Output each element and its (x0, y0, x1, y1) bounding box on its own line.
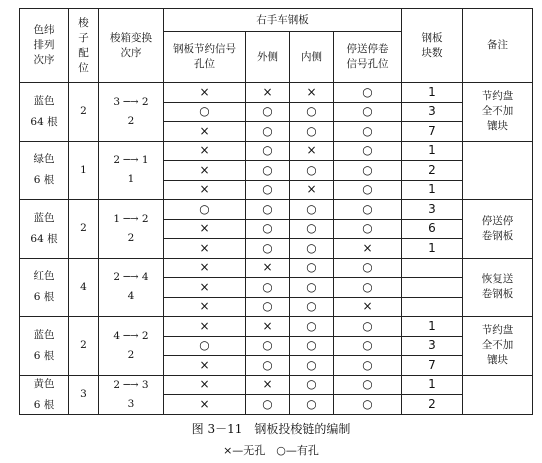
save-hole-cell: ○ (164, 102, 246, 122)
shuttle-change-cell (99, 317, 164, 376)
save-hole-cell: × (164, 180, 246, 200)
stop-hole-cell: ○ (334, 258, 402, 278)
outer-cell: ○ (246, 297, 290, 317)
color-cell (20, 200, 69, 259)
outer-cell: ○ (246, 239, 290, 259)
color-cell (20, 317, 69, 376)
shuttle-change-result: 4 (127, 290, 135, 303)
outer-cell: × (246, 317, 290, 337)
shuttle-change-from-to: 2 ─→ 4 (113, 271, 149, 284)
plate-count-cell: 6 (402, 219, 463, 239)
stop-hole-cell: × (334, 297, 402, 317)
color-name: 绿色 (33, 153, 55, 166)
stop-hole-cell: ○ (334, 317, 402, 337)
header-stop-hole (334, 32, 402, 83)
plate-count-cell: 1 (402, 141, 463, 161)
shuttle-change-result: 2 (127, 348, 135, 361)
remark-line: 卷钢板 (481, 229, 514, 242)
inner-cell: × (290, 180, 334, 200)
save-hole-cell: × (164, 83, 246, 103)
stop-hole-cell: ○ (334, 102, 402, 122)
shuttle-position-cell: 2 (69, 200, 99, 259)
outer-cell: ○ (246, 278, 290, 298)
outer-cell: ○ (246, 336, 290, 356)
remark-line: 卷钢板 (481, 288, 514, 301)
color-cell (20, 258, 69, 317)
outer-cell: × (246, 83, 290, 103)
inner-cell: × (290, 83, 334, 103)
color-count: 6 根 (33, 174, 55, 187)
inner-cell: ○ (290, 258, 334, 278)
shuttle-chain-table (19, 8, 533, 415)
inner-cell: ○ (290, 239, 334, 259)
shuttle-change-result: 1 (127, 173, 135, 186)
table-row (20, 200, 533, 220)
stop-hole-cell: ○ (334, 83, 402, 103)
save-hole-cell: ○ (164, 200, 246, 220)
shuttle-position-cell: 2 (69, 317, 99, 376)
outer-cell: ○ (246, 141, 290, 161)
color-count: 6 根 (33, 349, 55, 362)
stop-hole-cell: ○ (334, 161, 402, 181)
outer-cell: ○ (246, 180, 290, 200)
outer-cell: ○ (246, 395, 290, 415)
save-hole-cell: × (164, 122, 246, 142)
outer-cell: × (246, 375, 290, 395)
color-count: 6 根 (33, 291, 55, 304)
remark-cell (463, 200, 533, 259)
outer-cell: ○ (246, 356, 290, 376)
save-hole-cell: × (164, 219, 246, 239)
header-color-order (20, 9, 69, 83)
plate-count-cell (402, 278, 463, 298)
inner-cell: ○ (290, 356, 334, 376)
save-hole-cell: × (164, 395, 246, 415)
save-hole-cell: × (164, 317, 246, 337)
shuttle-change-result: 3 (127, 397, 135, 410)
stop-hole-cell: ○ (334, 200, 402, 220)
header-plate-count (402, 9, 463, 83)
remark-cell (463, 375, 533, 414)
remark-line: 镶块 (487, 354, 508, 367)
plate-count-cell: 2 (402, 161, 463, 181)
remark-line: 节约盘 (481, 324, 514, 337)
header-outer: 外侧 (246, 32, 290, 83)
figure-legend: ×—无孔 ○—有孔 (223, 444, 319, 457)
header-shuttle-position-text: 梭子配位 (78, 16, 89, 74)
plate-count-cell (402, 297, 463, 317)
inner-cell: ○ (290, 278, 334, 298)
plate-count-cell: 7 (402, 356, 463, 376)
plate-count-cell: 1 (402, 180, 463, 200)
shuttle-change-result: 2 (127, 231, 135, 244)
remark-cell (463, 141, 533, 200)
inner-cell: ○ (290, 317, 334, 337)
stop-hole-cell: ○ (334, 395, 402, 415)
header-shuttle-change (99, 9, 164, 83)
inner-cell: ○ (290, 297, 334, 317)
plate-count-cell: 3 (402, 336, 463, 356)
stop-hole-cell: ○ (334, 336, 402, 356)
remark-line: 停送停 (481, 214, 514, 227)
stop-hole-cell: ○ (334, 356, 402, 376)
shuttle-change-from-to: 1 ─→ 2 (113, 212, 149, 225)
plate-count-cell: 1 (402, 83, 463, 103)
inner-cell: ○ (290, 395, 334, 415)
header-save-hole (164, 32, 246, 83)
inner-cell: ○ (290, 122, 334, 142)
shuttle-change-from-to: 4 ─→ 2 (113, 329, 149, 342)
figure-caption: 图 3－11 钢板投梭链的编制 (191, 422, 351, 436)
remark-line: 恢复送 (481, 273, 514, 286)
plate-count-cell: 7 (402, 122, 463, 142)
outer-cell: ○ (246, 200, 290, 220)
save-hole-cell: × (164, 375, 246, 395)
shuttle-change-cell (99, 200, 164, 259)
plate-count-cell: 3 (402, 102, 463, 122)
header-stop-hole-text: 停送停卷信号孔位 (346, 43, 389, 70)
save-hole-cell: × (164, 297, 246, 317)
table-row (20, 141, 533, 161)
plate-count-cell: 1 (402, 375, 463, 395)
save-hole-cell: × (164, 258, 246, 278)
shuttle-position-cell: 4 (69, 258, 99, 317)
color-name: 红色 (33, 270, 55, 283)
plate-count-cell: 3 (402, 200, 463, 220)
color-name: 蓝色 (33, 328, 55, 341)
header-right-group: 右手车钢板 (164, 9, 402, 32)
table-row (20, 375, 533, 395)
color-count: 64 根 (30, 232, 58, 245)
plate-count-cell: 2 (402, 395, 463, 415)
stop-hole-cell: ○ (334, 122, 402, 142)
remark-cell (463, 317, 533, 376)
stop-hole-cell: ○ (334, 219, 402, 239)
stop-hole-cell: ○ (334, 278, 402, 298)
shuttle-change-cell (99, 258, 164, 317)
table-row (20, 258, 533, 278)
inner-cell: ○ (290, 219, 334, 239)
outer-cell: × (246, 258, 290, 278)
outer-cell: ○ (246, 102, 290, 122)
shuttle-change-result: 2 (127, 114, 135, 127)
shuttle-position-cell: 3 (69, 375, 99, 414)
table-row (20, 83, 533, 103)
shuttle-position-cell: 2 (69, 83, 99, 142)
save-hole-cell: ○ (164, 336, 246, 356)
header-shuttle-change-text: 梭箱变换次序 (110, 31, 152, 59)
color-cell (20, 375, 69, 414)
shuttle-position-cell: 1 (69, 141, 99, 200)
inner-cell: ○ (290, 161, 334, 181)
inner-cell: × (290, 141, 334, 161)
save-hole-cell: × (164, 239, 246, 259)
remark-line: 全不加 (481, 339, 514, 352)
outer-cell: ○ (246, 122, 290, 142)
inner-cell: ○ (290, 336, 334, 356)
color-count: 64 根 (30, 115, 58, 128)
color-count: 6 根 (33, 398, 55, 411)
stop-hole-cell: ○ (334, 141, 402, 161)
header-save-hole-text: 钢板节约信号孔位 (173, 43, 236, 70)
plate-count-cell: 1 (402, 239, 463, 259)
remark-line: 全不加 (481, 105, 514, 118)
remark-line: 镶块 (487, 120, 508, 133)
shuttle-change-from-to: 3 ─→ 2 (113, 95, 149, 108)
table-row (20, 317, 533, 337)
color-name: 黄色 (33, 377, 55, 390)
remark-line: 节约盘 (481, 90, 514, 103)
header-color-order-text: 色纬排列次序 (33, 24, 55, 66)
remark-cell (463, 83, 533, 142)
color-name: 蓝色 (33, 211, 55, 224)
inner-cell: ○ (290, 200, 334, 220)
shuttle-change-cell (99, 375, 164, 414)
color-name: 蓝色 (33, 94, 55, 107)
header-shuttle-position (69, 9, 99, 83)
stop-hole-cell: ○ (334, 180, 402, 200)
stop-hole-cell: ○ (334, 375, 402, 395)
outer-cell: ○ (246, 161, 290, 181)
color-cell (20, 83, 69, 142)
save-hole-cell: × (164, 161, 246, 181)
table-body (20, 83, 533, 415)
outer-cell: ○ (246, 219, 290, 239)
shuttle-change-from-to: 2 ─→ 3 (113, 378, 149, 391)
shuttle-change-from-to: 2 ─→ 1 (113, 154, 149, 167)
shuttle-change-cell (99, 83, 164, 142)
save-hole-cell: × (164, 141, 246, 161)
inner-cell: ○ (290, 375, 334, 395)
plate-count-cell (402, 258, 463, 278)
save-hole-cell: × (164, 356, 246, 376)
plate-count-cell: 1 (402, 317, 463, 337)
shuttle-change-cell (99, 141, 164, 200)
save-hole-cell: × (164, 278, 246, 298)
header-remark: 备注 (463, 9, 533, 83)
header-plate-count-text: 钢板块数 (421, 31, 443, 59)
header-inner: 内侧 (290, 32, 334, 83)
inner-cell: ○ (290, 102, 334, 122)
remark-cell (463, 258, 533, 317)
color-cell (20, 141, 69, 200)
stop-hole-cell: × (334, 239, 402, 259)
